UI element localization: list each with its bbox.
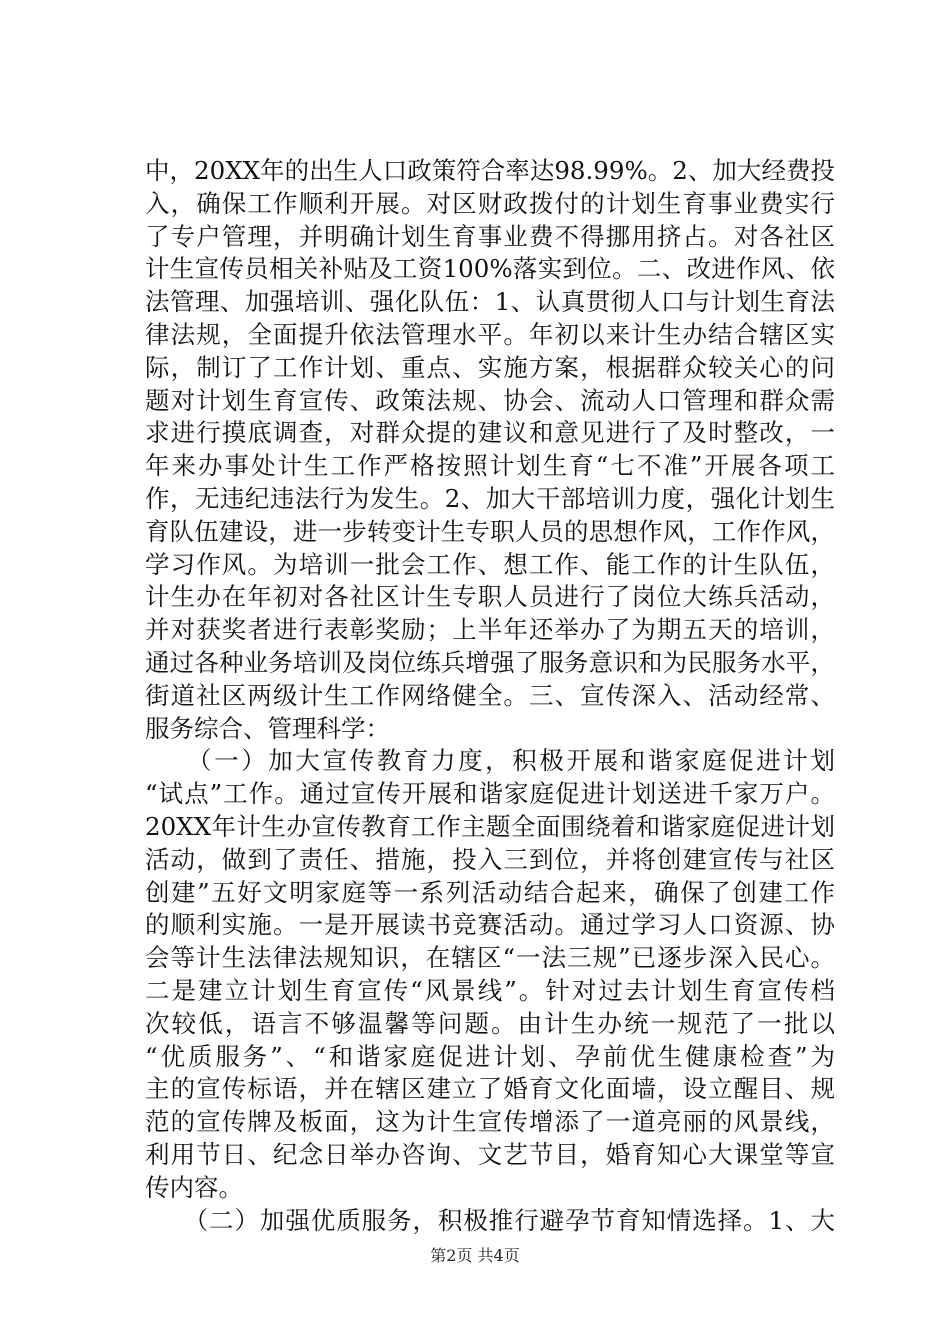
text-line: 作，无违纪违法行为发生。2、加大干部培训力度，强化计划生 [145,483,835,513]
text-line: 学习作风。为培训一批会工作、想工作、能工作的计生队伍， [145,549,835,579]
text-line: 际，制订了工作计划、重点、实施方案，根据群众较关心的问 [145,352,835,382]
text-line: 的顺利实施。一是开展读书竞赛活动。通过学习人口资源、协 [145,910,835,940]
text-line: 律法规，全面提升依法管理水平。年初以来计生办结合辖区实 [145,319,835,349]
text-line: 会等计生法律法规知识，在辖区“一法三规”已逐步深入民心。 [145,943,835,973]
text-line: 街道社区两级计生工作网络健全。三、宣传深入、活动经常、 [145,680,835,710]
text-line: 计生宣传员相关补贴及工资100%落实到位。二、改进作风、依 [145,254,835,284]
text-line: 了专户管理，并明确计划生育事业费不得挪用挤占。对各社区 [145,221,835,251]
text-line: 20XX年计生办宣传教育工作主题全面围绕着和谐家庭促进计划 [145,811,835,841]
text-line: 通过各种业务培训及岗位练兵增强了服务意识和为民服务水平， [145,647,835,677]
text-line: 范的宣传牌及板面，这为计生宣传增添了一道亮丽的风景线， [145,1107,835,1137]
text-line: 活动，做到了责任、措施，投入三到位，并将创建宣传与社区 [145,844,835,874]
text-line: 利用节日、纪念日举办咨询、文艺节目，婚育知心大课堂等宣 [145,1139,835,1169]
text-line: “优质服务”、“和谐家庭促进计划、孕前优生健康检查”为 [145,1041,835,1071]
text-line: 传内容。 [145,1172,243,1202]
text-line: 求进行摸底调查，对群众提的建议和意见进行了及时整改，一 [145,418,835,448]
text-line: “试点”工作。通过宣传开展和谐家庭促进计划送进千家万户。 [145,779,835,809]
text-line: 并对获奖者进行表彰奖励；上半年还举办了为期五天的培训， [145,615,835,645]
text-line: 法管理、加强培训、强化队伍：1、认真贯彻人口与计划生育法 [145,287,835,317]
text-line: 主的宣传标语，并在辖区建立了婚育文化面墙，设立醒目、规 [145,1074,835,1104]
page-footer: 第2页 共4页 [430,1246,520,1265]
text-line: 入，确保工作顺利开展。对区财政拨付的计划生育事业费实行 [145,188,835,218]
text-line: 创建”五好文明家庭等一系列活动结合起来，确保了创建工作 [145,877,835,907]
text-line: 服务综合、管理科学： [145,713,390,743]
text-line: 年来办事处计生工作严格按照计划生育“七不准”开展各项工 [145,451,835,481]
text-line: 二是建立计划生育宣传“风景线”。针对过去计划生育宣传档 [145,975,835,1005]
text-line: 题对计划生育宣传、政策法规、协会、流动人口管理和群众需 [145,385,835,415]
document-body [145,155,835,1237]
text-line: 计生办在年初对各社区计生专职人员进行了岗位大练兵活动， [145,582,835,612]
text-line: 中，20XX年的出生人口政策符合率达98.99%。2、加大经费投 [145,156,835,185]
text-line: （二）加强优质服务，积极推行避孕节育知情选择。1、大 [145,1205,835,1235]
text-line: 次较低，语言不够温馨等问题。由计生办统一规范了一批以 [145,1008,835,1038]
text-line: 育队伍建设，进一步转变计生专职人员的思想作风，工作作风， [145,516,835,546]
text-line: （一）加大宣传教育力度，积极开展和谐家庭促进计划 [145,746,835,776]
